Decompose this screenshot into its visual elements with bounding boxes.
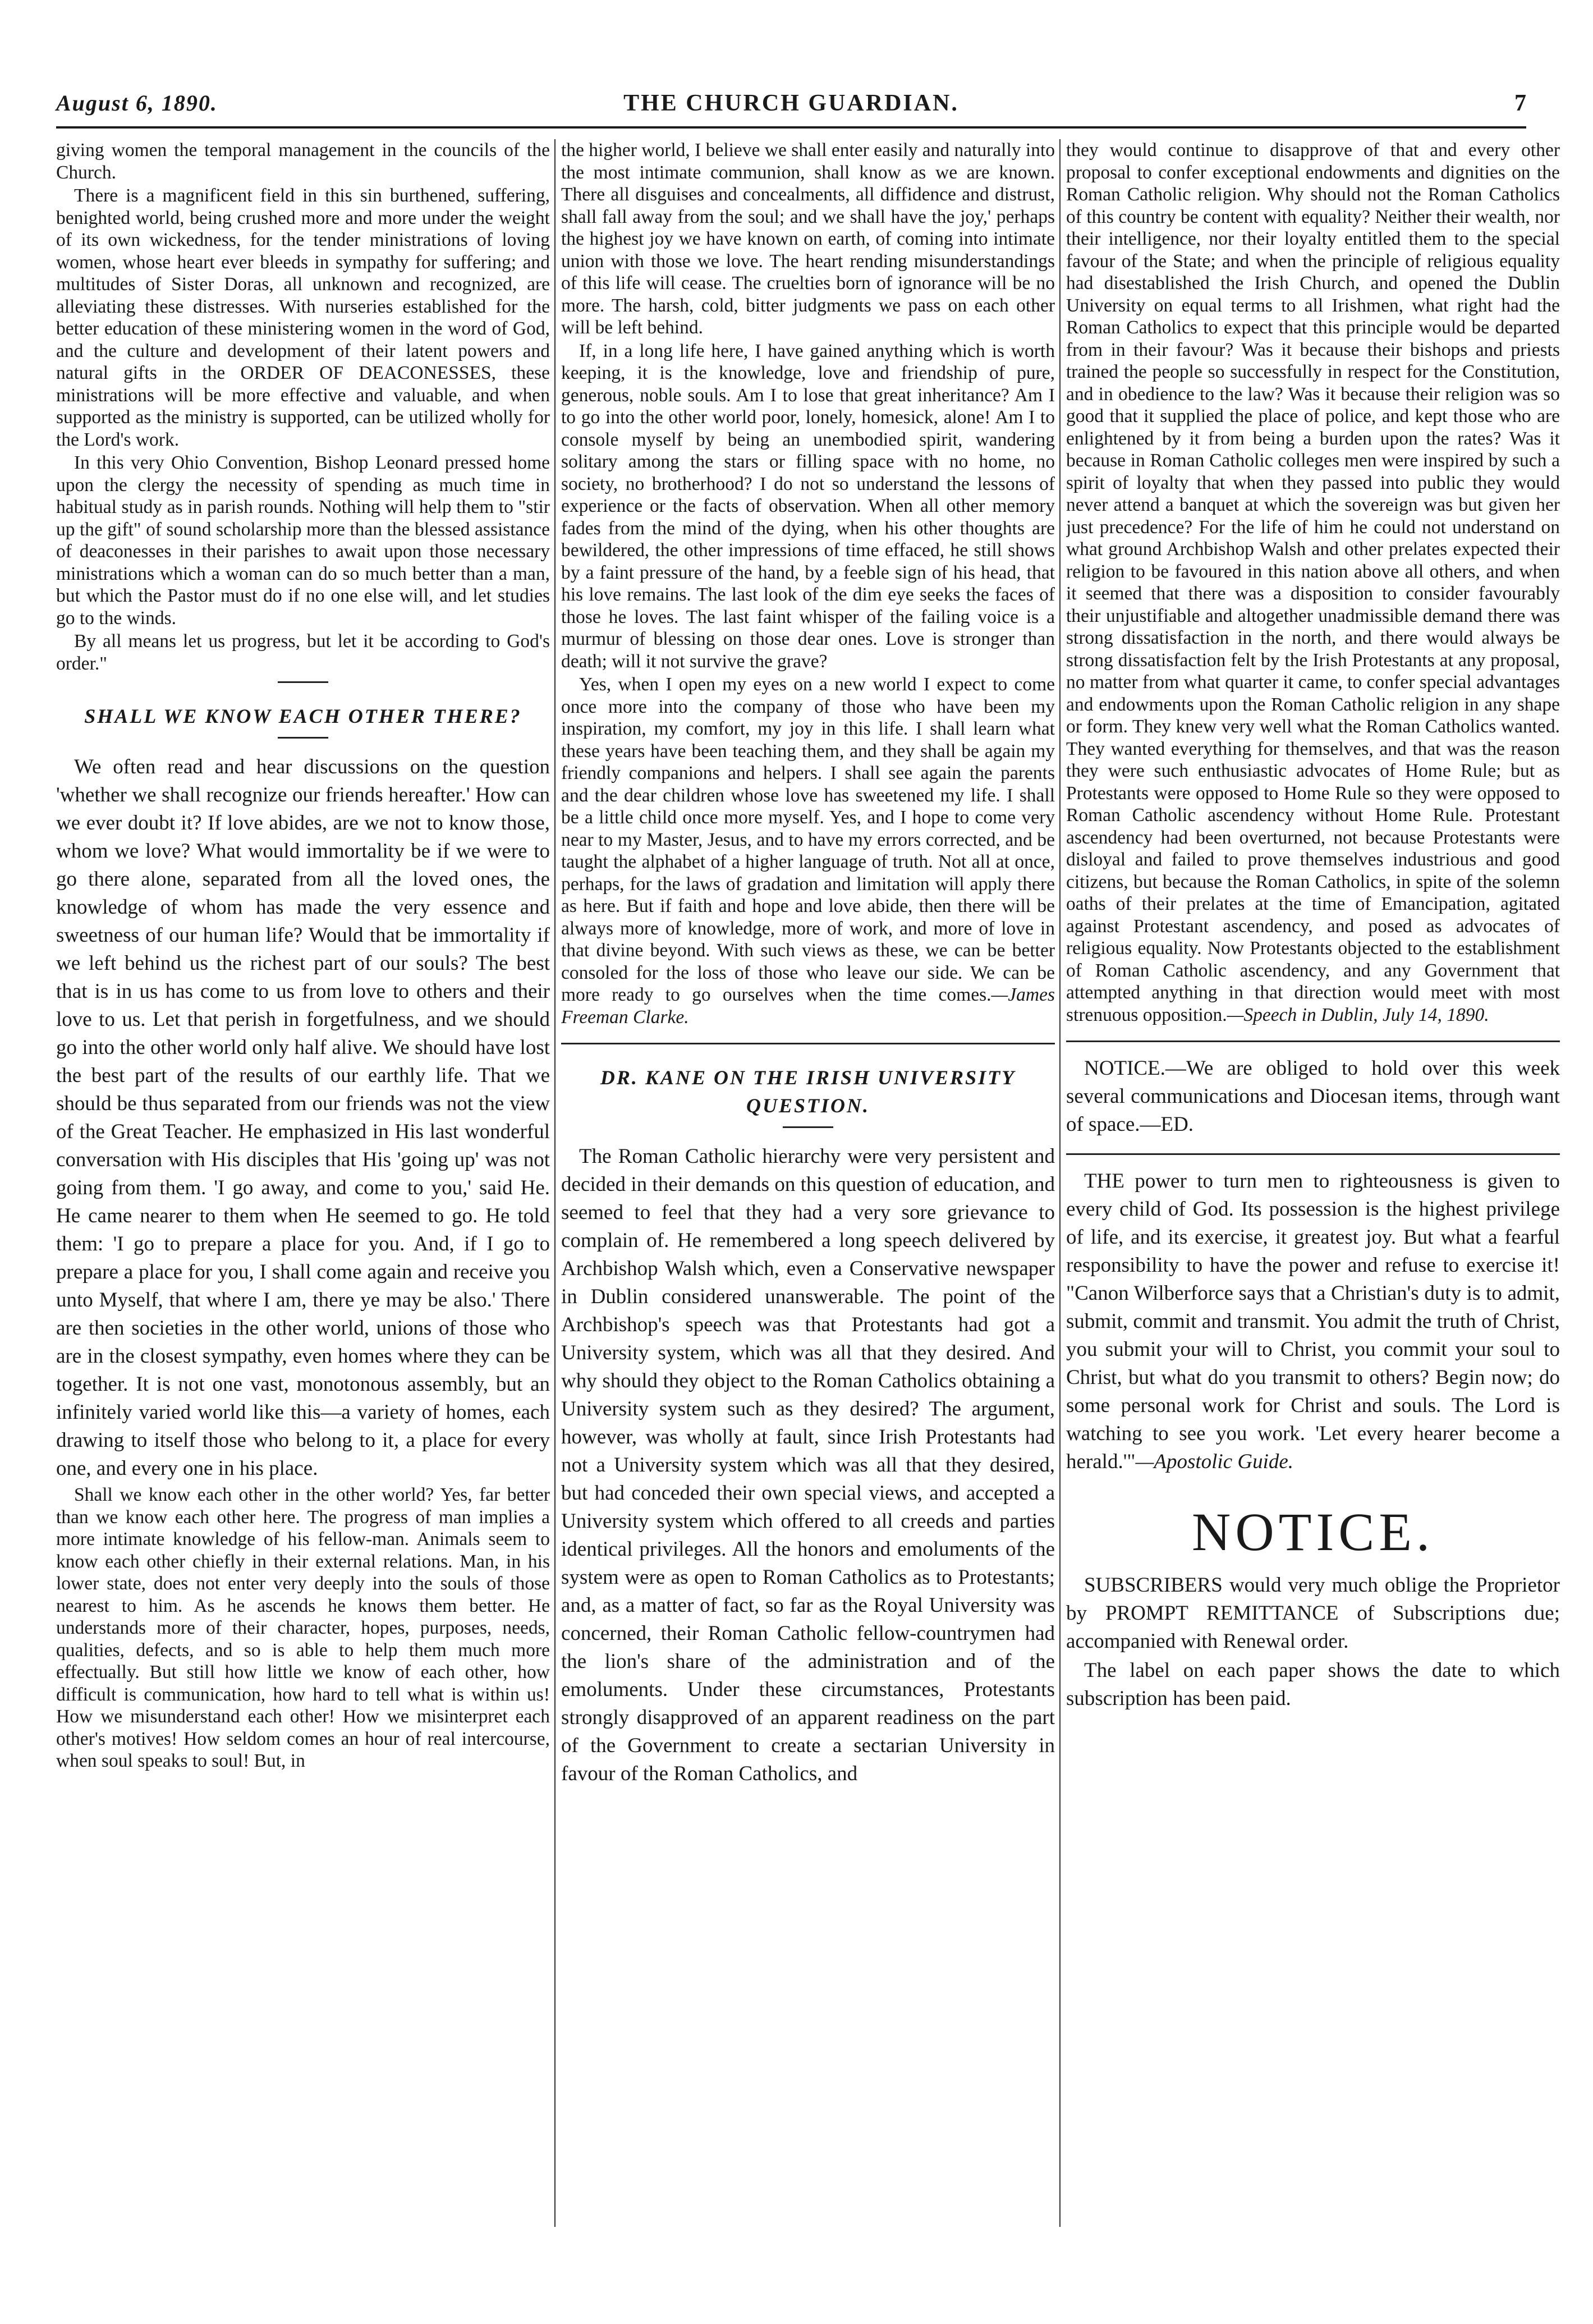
section-rule <box>1066 1040 1560 1042</box>
article-title: SHALL WE KNOW EACH OTHER THERE? <box>84 705 522 727</box>
page-number: 7 <box>1514 90 1526 116</box>
paragraph: The Roman Catholic hierarchy were very persistent and decided in their demands on this question of education, and seemed to feel that they had a very sore grievance to complain of. He remembered a long speech delivered by Archbishop Walsh which, even a Conservative newspaper in Dublin considered unanswerable. The point of the Archbishop's speech was that Protestants had got a University system, which was all that they desired. And why should they object to the Roman Catholics obtaining a University system such as they desired? The argument, however, was wholly at fault, since Irish Protestants had not a University system which was all that they desired, but had conceded their own special views, and accepted a University system which offered to all creeds and parties identical privileges. All the honors and emoluments of the system were as open to Roman Catholics as to Protestants; and, as a matter of fact, so far as the Royal University was concerned, their Roman Catholic fellow-countrymen had the lion's share of the administration and of the emoluments. Under these circumstances, Protestants strongly disapproved of an apparent readiness on the part of the Government to create a sectarian University in favour of the Roman Catholics, and <box>561 1145 1055 1785</box>
notice-heading: NOTICE. <box>1192 1502 1434 1562</box>
attribution: —Apostolic Guide. <box>1135 1450 1294 1473</box>
column-divider <box>554 139 556 2227</box>
section-rule <box>561 1043 1055 1044</box>
paragraph-text: they would continue to disapprove of that and every other proposal to confer exceptional endowments and dignities on the Roman Catholic religion. Why should not the Roman Catholics of this country be content with equality? Neither their wealth, nor their intelligence, nor their loyalty entitled them to the special favour of the State; and when the principle of religious equality had disestablished the Irish Church, and opened the Dublin University on equal terms to all Irishmen, what right had the Roman Catholics to expect that this principle would be departed from in their favour? Was it because their bishops and priests trained the people so successfully in respect for the Constitution, and in obedience to the law? Was it because their religion was so good that it supplied the place of police, and kept those who are enlightened by it from being a burden upon the rates? Was it because in Roman Catholic colleges men were inspired by such a spirit of loyalty that when they passed into public they would never attend a banquet at which the sovereign was but given her just precedence? For the life of him he could not understand on what ground Archbishop Walsh and other prelates expected their religion to be favoured in this nation above all others, and when it seemed that there was a disposition to consider favourably their unjustifiable and altogether unadmissible demand there was strong dissatisfaction in the north, and there would always be strong dissatisfaction felt by the Irish Protestants at any proposal, no matter from what quarter it came, to confer special advantages and endowments upon the Roman Catholic religion in any shape or form. They knew very well what the Roman Catholics wanted. They wanted everything for themselves, and that was the reason they were such enthusiastic advocates of Home Rule; but as Protestants were opposed to Home Rule so they were opposed to Roman Catholic ascendency without Home Rule. Protestant ascendency had been overturned, not because Protestants were disloyal and failed to prove themselves industrious and good citizens, but because the Roman Catholics, in spite of the solemn oaths of their prelates at the time of Emancipation, agitated against Protestant ascendency, and posed as advocates of religious equality. Now Protestants objected to the establishment of Roman Catholic ascendency, and any Government that attempted anything in that direction would meet with most strenuous opposition. <box>1066 140 1560 1025</box>
paragraph-text: Yes, when I open my eyes on a new world I expect to come once more into the company of those who have been my inspiration, my comfort, my joy in this life. I shall learn what these years have been teaching them, and they shall be again my friendly companions and helpers. I shall see again the parents and the dear children whose love has sweetened my life. I shall be a little child once more myself. Yes, and I hope to come very near to my Master, Jesus, and to have my errors corrected, and be taught the alphabet of a higher language of truth. Not all at once, perhaps, for the laws of gradation and limitation will apply there as here. But if faith and hope and love abide, then there will be always more of knowledge, more of work, and more of love in that divine beyond. With such views as these, we can be better consoled for the loss of those who leave our side. We can be more ready to go ourselves when the time comes. <box>561 674 1055 1005</box>
paragraph: There is a magnificent field in this sin burthened, suffering, benighted world, being crushed more and more under the weight of its own wickedness, for the tender ministrations of loving women, whose heart ever bleeds in sympathy for suffering; and multitudes of Sister Doras, all unknown and recognized, are alleviating these distresses. With nurseries established for the better education of these ministering women in the word of God, and the culture and development of their latent powers and natural gifts in the ORDER OF DEACONESSES, these ministrations will be more effective and valuable, and when supported as the ministry is supported, can be utilized wholly for the Lord's work. <box>56 185 550 450</box>
paragraph <box>1066 139 1560 1026</box>
paragraph: If, in a long life here, I have gained anything which is worth keeping, it is the knowledge, love and friendship of pure, generous, noble souls. Am I to lose that great inheritance? Am I to go into the other world poor, lonely, homesick, alone! Am I to console myself by being an unembodied spirit, wandering solitary among the stars or filling space with no home, no society, no brotherhood? I do not so understand the lessons of experience or the facts of observation. When all other memory fades from the mind of the dying, when his other thoughts are bewildered, the other impressions of time effaced, he still shows by a faint pressure of the hand, by a feeble sign of his head, that his love remains. The last look of the dim eye seeks the faces of those he loves. The last faint whisper of the failing voice is a murmur of blessing on those dear ones. Love is stronger than death; will it not survive the grave? <box>561 340 1055 672</box>
paragraph-text: THE power to turn men to righteousness is given to every child of God. Its possession is the highest privilege of life, and its exercise, it greatest joy. But what a fearful responsibility to have the power and refuse to exercise it! "Canon Wilberforce says that a Christian's duty is to admit, submit, commit and transmit. You admit the truth of Christ, you submit your will to Christ, you commit your soul to Christ, but what do you transmit to others? Begin now; do some personal work for Christ and souls. The Lord is watching to see you work. 'Let every hearer become a herald.'" <box>1066 1170 1560 1473</box>
column-1 <box>56 139 550 2227</box>
header-rule <box>56 126 1526 129</box>
paragraph: We often read and hear discussions on the question 'whether we shall recognize our friends hereafter.' How can we ever doubt it? If love abides, are we not to know those, whom we love? What would immortality be if we were to go there alone, separated from all the loved ones, the knowledge of whom has made the very essence and sweetness of our human life? Would that be immortality if we left behind us the richest part of our souls? The best that is in us has come to us from love to others and their love to us. Let that perish in forgetfulness, and we should go into the other world only half alive. We should have lost the best part of the results of our earthly life. That we should be thus separated from our friends was not the view of the Great Teacher. He emphasized in His last wonderful conversation with His disciples that His 'going up' was not going from them. 'I go away, and come to you,' said He. He came nearer to them when He seemed to go. He told them: 'I go to prepare a place for you. And, if I go to prepare a place for you, I shall come again and receive you unto Myself, that where I am, there ye may be also.' There are then societies in the other world, unions of those who are in the closest sympathy, even homes where they can be together. It is not one vast, monotonous assembly, but an infinitely varied world like this—a variety of homes, each drawing to itself those who belong to it, a place for every one, and every one in his place. <box>56 755 550 1480</box>
newspaper-title: THE CHURCH GUARDIAN. <box>623 90 959 116</box>
section-rule <box>278 681 328 683</box>
paragraph: the higher world, I believe we shall enter easily and naturally into the most intimate communion, shall know as we are known. There all disguises and concealments, all diffidence and distrust, shall fall away from the soul; and we shall have the joy,' perhaps the highest joy we have known on earth, of coming into intimate union with those we love. The heart rending misunderstandings of this life will cease. The cruelties born of ignorance will be no more. The harsh, cold, bitter judgments we pass on each other will be left behind. <box>561 140 1055 338</box>
paragraph: giving women the temporal management in the councils of the Church. <box>56 140 550 183</box>
paragraph: By all means let us progress, but let it be according to God's order." <box>56 631 550 674</box>
paragraph: SUBSCRIBERS would very much oblige the Proprietor by PROMPT REMITTANCE of Subscriptions due; accompanied with Renewal order. <box>1066 1574 1560 1653</box>
section-rule <box>1066 1153 1560 1155</box>
column-2 <box>561 139 1055 2227</box>
paragraph: The label on each paper shows the date to which subscription has been paid. <box>1066 1659 1560 1710</box>
title-rule <box>278 737 328 739</box>
editor-notice: NOTICE.—We are obliged to hold over this week several communications and Diocesan items, through want of space.—ED. <box>1066 1057 1560 1136</box>
paragraph: In this very Ohio Convention, Bishop Leonard pressed home upon the clergy the necessity of spending as much time in habitual study as in parish rounds. Nothing will help them to "stir up the gift" of sound scholarship more than the blessed assistance of deaconesses in their parishes to await upon those necessary ministrations which a woman can do so much better than a man, but which the Pastor must do if no one else will, and let studies go to the winds. <box>56 452 550 629</box>
title-rule <box>783 1126 833 1128</box>
column-divider <box>1059 139 1061 2227</box>
issue-date: August 6, 1890. <box>56 90 218 116</box>
paragraph <box>561 673 1055 1028</box>
column-3 <box>1066 139 1560 2227</box>
paragraph <box>1066 1167 1560 1476</box>
attribution: —James Freeman Clarke. <box>561 984 1055 1028</box>
paragraph: Shall we know each other in the other world? Yes, far better than we know each other here. The progress of man implies a more intimate knowledge of his fellow-man. Animals seem to know each other chiefly in their external relations. Man, in his lower state, does not enter very deeply into the souls of those nearest to him. As he ascends he knows them better. He understands more of their character, hopes, purposes, needs, qualities, defects, and so is able to help them much more effectually. But still how little we know of each other, how difficult is communication, how hard to tell what is within us! How we misunderstand each other! How we misinterpret each other's motives! How seldom comes an hour of real intercourse, when soul speaks to soul! But, in <box>56 1484 550 1771</box>
article-title: DR. KANE ON THE IRISH UNIVERSITY QUESTION. <box>600 1066 1016 1117</box>
attribution: —Speech in Dublin, July 14, 1890. <box>1227 1004 1489 1025</box>
page-header <box>56 90 1526 129</box>
